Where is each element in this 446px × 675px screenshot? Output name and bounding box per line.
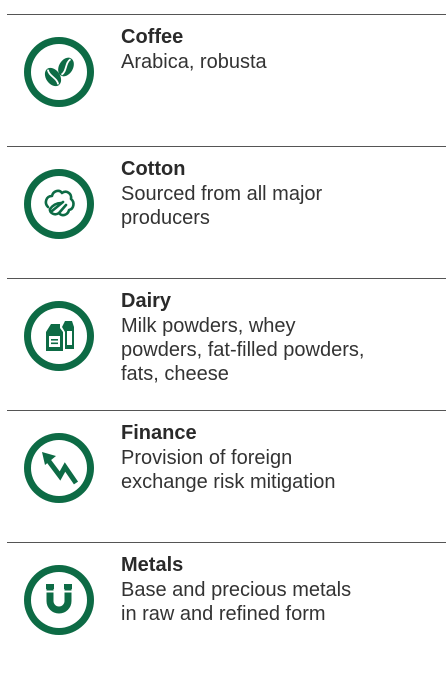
cotton-boll-icon (22, 167, 96, 241)
list-item-finance (0, 410, 446, 542)
item-description: Provision of foreign exchange risk mitigation (121, 447, 336, 493)
list-item-cotton (0, 146, 446, 278)
item-title: Metals (121, 554, 184, 576)
coffee-beans-icon (22, 35, 96, 109)
item-description: Sourced from all major producers (121, 183, 323, 229)
magnet-icon (22, 563, 96, 637)
milk-carton-icon (22, 299, 96, 373)
item-description: Base and precious metals in raw and refined form (121, 579, 352, 625)
list-item-coffee (0, 14, 446, 146)
item-title: Finance (121, 422, 197, 444)
divider (7, 278, 446, 279)
divider (7, 542, 446, 543)
list-item-dairy (0, 278, 446, 410)
item-title: Coffee (121, 26, 184, 48)
divider (7, 14, 446, 15)
trend-arrow-icon (22, 431, 96, 505)
list-item-metals (0, 542, 446, 674)
item-description: Arabica, robusta (121, 51, 267, 73)
item-title: Cotton (121, 158, 186, 180)
item-description: Milk powders, whey powders, fat-filled powders, fats, cheese (121, 315, 365, 385)
divider (7, 146, 446, 147)
divider (7, 410, 446, 411)
item-title: Dairy (121, 290, 172, 312)
